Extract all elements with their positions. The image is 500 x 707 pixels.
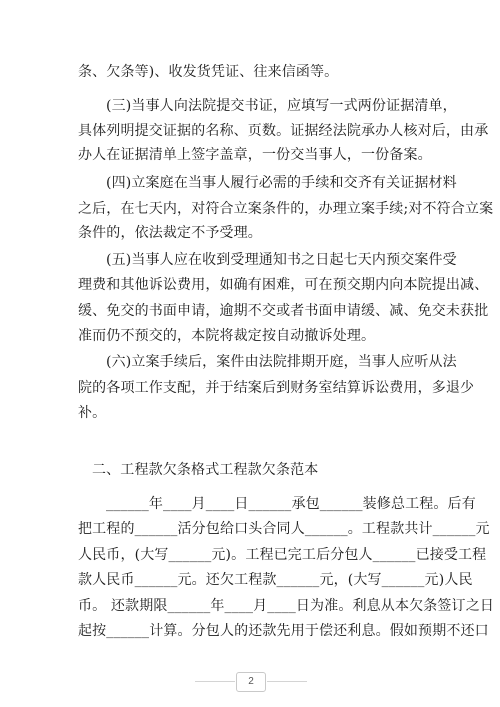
text-line: 条件的，依法裁定不予受理。 [78, 225, 262, 241]
text-line: 把工程的______活分包给口头合同人______。工程款共计______元 [78, 521, 490, 537]
text-line: 补。 [78, 405, 107, 421]
text-line: ______年____月____日______承包______装修总工程。后有 [106, 496, 476, 512]
page-number: 2 [236, 672, 266, 692]
text-line: 理费和其他诉讼费用，如确有困难，可在预交期内向本院提出减、 [78, 277, 489, 293]
section-heading: 二、工程款欠条格式工程款欠条范本 [92, 462, 319, 478]
text-line: 之后，在七天内，对符合立案条件的，办理立案手续;对不符合立案 [78, 201, 494, 217]
text-line: 款人民币______元。还欠工程款______元，(大写______元)人民 [78, 572, 473, 588]
text-line: 准而仍不预交的，本院将裁定按自动撤诉处理。 [78, 328, 376, 344]
text-line: 缓、免交的书面申请，逾期不交或者书面申请缓、减、免交未获批 [78, 303, 489, 319]
text-line: 具体列明提交证据的名称、页数。证据经法院承办人核对后，由承 [78, 123, 489, 139]
text-line: 币。 还款期限______年____月____日为准。利息从本欠条签订之日 [78, 598, 494, 614]
text-line: 院的各项工作支配，并于结案后到财务室结算诉讼费用，多退少 [78, 380, 475, 396]
text-line: 起按______计算。分包人的还款先用于偿还利息。假如预期不还口 [78, 623, 489, 639]
text-line: (四)立案庭在当事人履行必需的手续和交齐有关证据材料 [106, 175, 457, 191]
text-line: (六)立案手续后，案件由法院排期开庭，当事人应听从法 [106, 354, 457, 370]
text-line: 办人在证据清单上签字盖章，一份交当事人，一份备案。 [78, 147, 432, 163]
text-line: 条、欠条等)、收发货凭证、往来信函等。 [78, 64, 339, 80]
text-line: (三)当事人向法院提交书证，应填写一式两份证据清单， [106, 98, 457, 114]
text-line: (五)当事人应在收到受理通知书之日起七天内预交案件受 [106, 252, 457, 268]
text-line: 人民币，(大写______元)。工程已完工后分包人______已接受工程 [78, 547, 487, 563]
